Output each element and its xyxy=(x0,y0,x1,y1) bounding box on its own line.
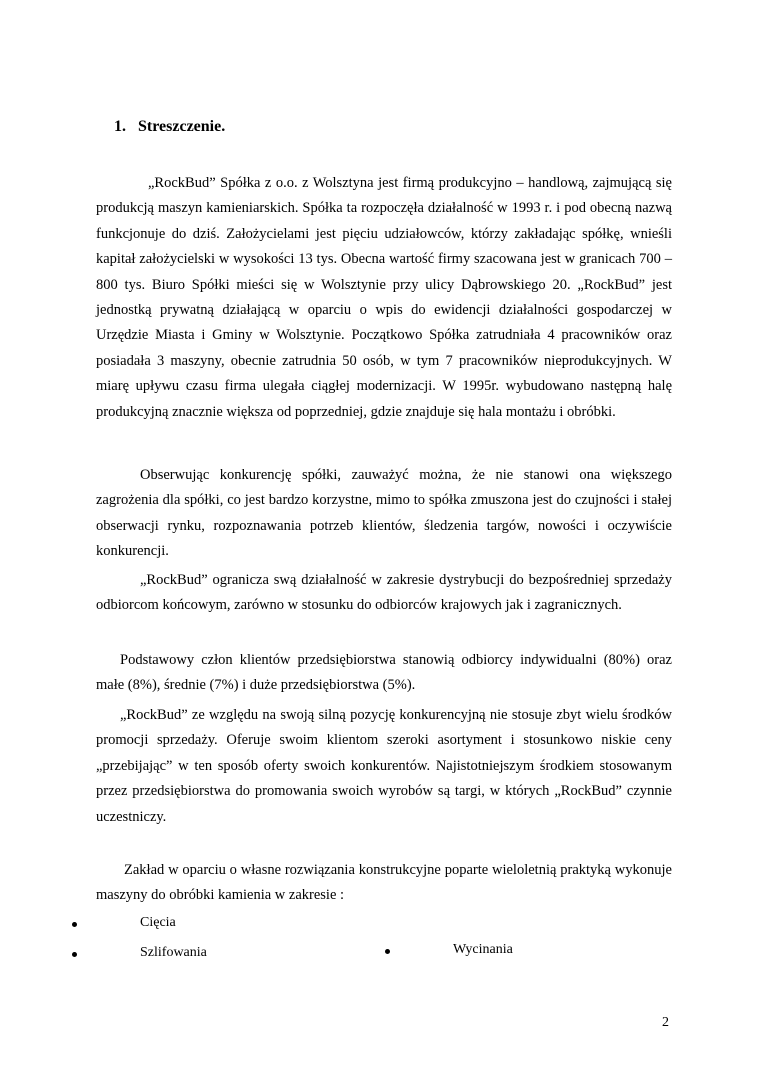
section-number: 1. xyxy=(114,118,126,135)
bullet-item-ciecia: Cięcia xyxy=(140,915,176,930)
paragraph-competition: Obserwując konkurencję spółki, zauważyć można, że nie stanowi ona większego zagrożenia dla spółki, co jest bardzo korzystne, mimo to spółka zmuszona jest do czujności i stałej obserwacji rynku, rozpoznawania potrzeb klientów, śledzenia targów, nowości i oczywiście konkurencji. xyxy=(96,467,672,560)
bullet-item-szlifowania: Szlifowania xyxy=(140,945,207,960)
bullet-item-wycinania: Wycinania xyxy=(453,942,513,957)
bullet-dot-icon xyxy=(385,949,390,954)
section-title: Streszczenie. xyxy=(138,118,226,135)
bullet-dot-icon xyxy=(72,922,77,927)
section-heading xyxy=(114,118,225,136)
page-number: 2 xyxy=(662,1015,669,1030)
paragraph-intro: „RockBud” Spółka z o.o. z Wolsztyna jest firmą produkcyjno – handlową, zajmującą się produkcją maszyn kamieniarskich. Spółka ta rozpoczęła działalność w 1993 r. i pod obecną nazwą funkcjonuje do dziś. Założycielami jest pięciu udziałowców, którzy zakładając spółkę, wnieśli kapitał założycielski w wysokości 13 tys. Obecna wartość firmy szacowana jest w granicach 700 – 800 tys. Biuro Spółki mieści się w Wolsztynie przy ulicy Dąbrowskiego 20. „RockBud” jest jednostką prywatną działającą w oparciu o wpis do ewidencji działalności gospodarczej w Urzędzie Miasta i Gminy w Wolsztynie. Początkowo Spółka zatrudniała 4 pracowników oraz posiadała 3 maszyny, obecnie zatrudnia 50 osób, w tym 7 pracowników nieprodukcyjnych. W miarę upływu czasu firma ulegała ciągłej modernizacji. W 1995r. wybudowano następną halę produkcyjną znacznie większa od poprzedniej, gdzie znajduje się hala montażu i obróbki. xyxy=(96,175,672,420)
bullet-dot-icon xyxy=(72,952,77,957)
paragraph-promotion: „RockBud” ze względu na swoją silną pozycję konkurencyjną nie stosuje zbyt wielu środków promocji sprzedaży. Oferuje swoim klientom szeroki asortyment i stosunkowo niskie ceny „przebijając” w ten sposób oferty swoich konkurentów. Najistotniejszym środkiem stosowanym przez przedsiębiorstwa do promowania swoich wyrobów są targi, w których „RockBud” czynnie uczestniczy. xyxy=(96,707,672,825)
paragraph-clients: Podstawowy człon klientów przedsiębiorstwa stanowią odbiorcy indywidualni (80%) oraz małe (8%), średnie (7%) i duże przedsiębiorstwa (5%). xyxy=(96,652,672,694)
paragraph-distribution: „RockBud” ogranicza swą działalność w zakresie dystrybucji do bezpośredniej sprzedaży odbiorcom końcowym, zarówno w stosunku do odbiorców krajowych jak i zagranicznych. xyxy=(96,572,672,614)
paragraph-machines: Zakład w oparciu o własne rozwiązania konstrukcyjne poparte wieloletnią praktyką wykonuje maszyny do obróbki kamienia w zakresie : xyxy=(96,862,672,904)
